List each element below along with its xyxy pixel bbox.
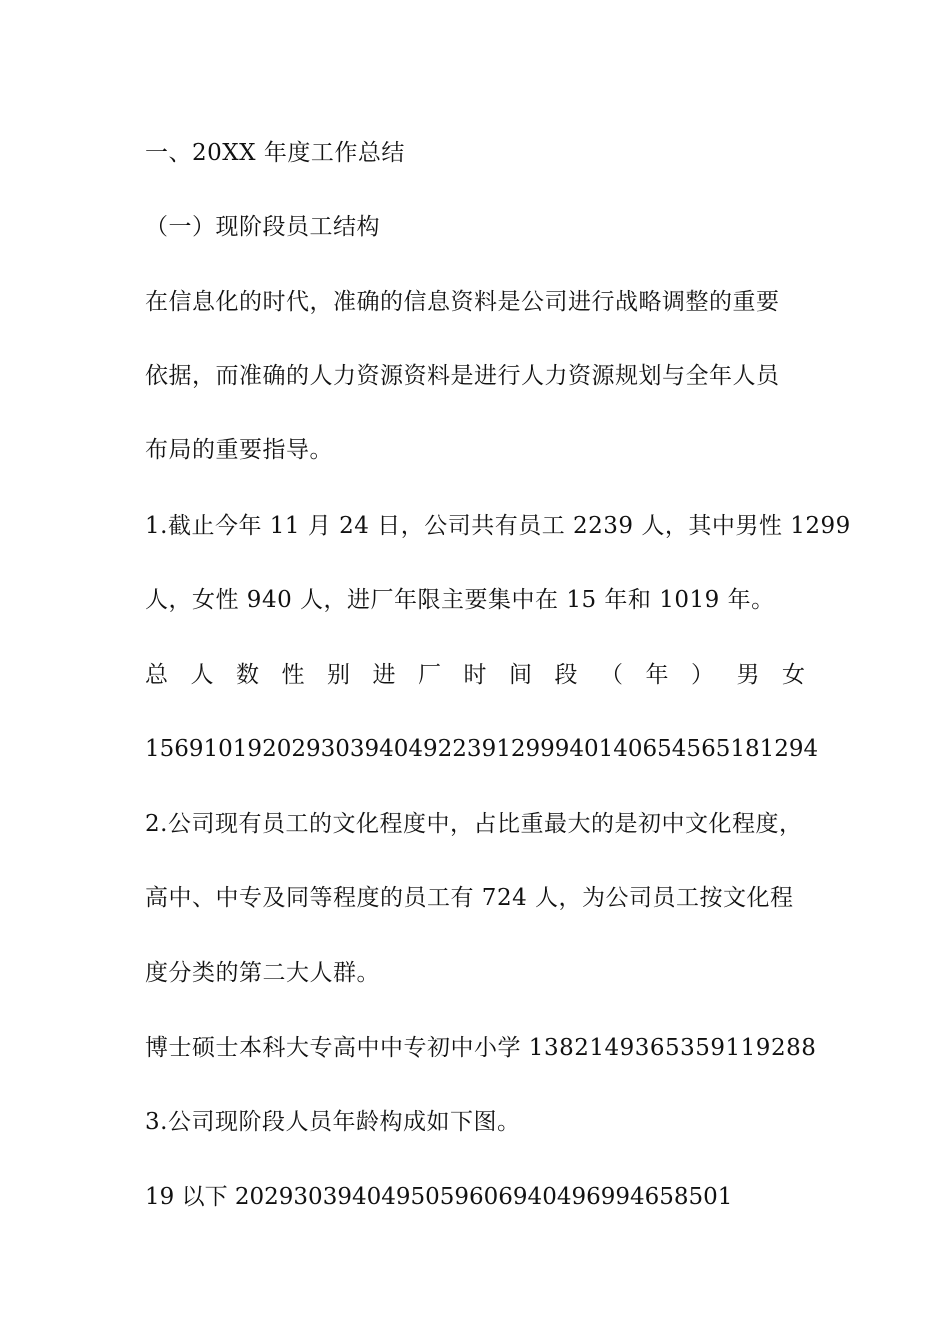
- list-item-line: 1.截止今年 11 月 24 日，公司共有员工 2239 人，其中男性 1299: [145, 513, 851, 539]
- table-header-char: 间: [509, 662, 532, 688]
- paragraph-line: 在信息化的时代，准确的信息资料是公司进行战略调整的重要: [145, 289, 780, 315]
- table-values-row: 1569101920293039404922391299940140654565181294: [145, 736, 819, 762]
- table-header-char: 时: [463, 662, 487, 688]
- paragraph-line: 依据，而准确的人力资源资料是进行人力资源规划与全年人员: [145, 363, 780, 389]
- table-header-char: 人: [190, 662, 214, 688]
- table-header-char: 数: [236, 662, 259, 688]
- table-header-char: ）: [691, 662, 714, 688]
- subsection-heading: （一）现阶段员工结构: [145, 214, 380, 240]
- table-header-char: 厂: [418, 662, 441, 688]
- table-header-char: 别: [327, 662, 350, 688]
- section-heading: 一、20XX 年度工作总结: [145, 140, 405, 166]
- table-header-char: 段: [554, 662, 578, 688]
- table-header-char: 进: [372, 662, 396, 688]
- list-item-line: 高中、中专及同等程度的员工有 724 人，为公司员工按文化程: [145, 885, 794, 911]
- table-row: 19 以下 202930394049505960694049699465850​1: [145, 1184, 733, 1210]
- table-header-char: 女: [782, 662, 805, 688]
- table-header-char: 男: [736, 662, 760, 688]
- table-header-row: [145, 660, 805, 690]
- table-header-char: 性: [281, 662, 305, 688]
- list-item-line: 2.公司现有员工的文化程度中，占比重最大的是初中文化程度，: [145, 811, 803, 837]
- table-header-char: 总: [145, 662, 168, 688]
- list-item-line: 人，女性 940 人，进厂年限主要集中在 15 年和 1019 年。: [145, 587, 775, 613]
- list-item-line: 度分类的第二大人群。: [145, 960, 380, 986]
- table-header-char: 年: [645, 662, 669, 688]
- table-header-char: （: [600, 662, 623, 688]
- table-row: 博士硕士本科大专高中中专初中小学 1382149365359119288: [145, 1035, 817, 1061]
- paragraph-line: 布局的重要指导。: [145, 437, 333, 463]
- list-item-line: 3.公司现阶段人员年龄构成如下图。: [145, 1109, 521, 1135]
